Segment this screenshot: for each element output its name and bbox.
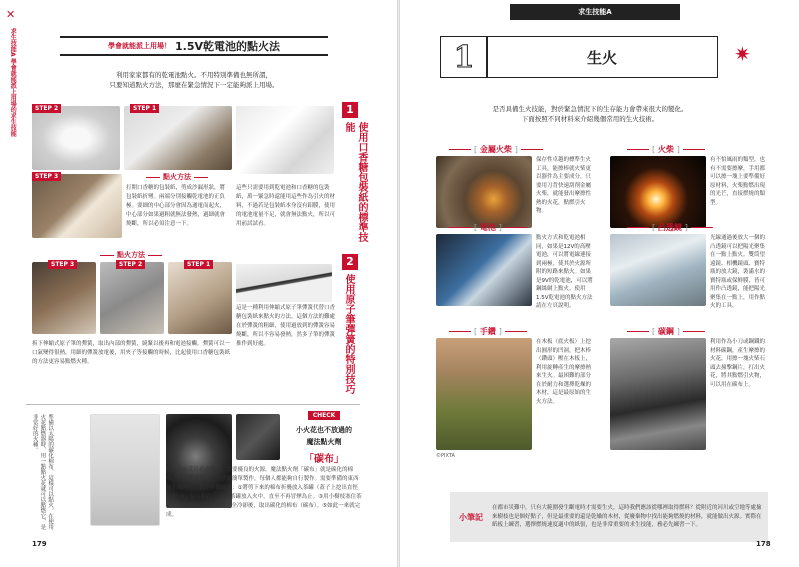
spring-step3-photo (32, 262, 96, 334)
check-title-2: 魔法點火劑 (306, 438, 342, 446)
chapter-title-bar (486, 36, 718, 78)
note-box (450, 492, 768, 542)
method-name: 凸透鏡 (657, 223, 682, 232)
lens-photo (610, 234, 706, 306)
method-desc-match: 有不怕風雨的類型，也有不需要擦摩，手用都可以擦一塊上要準備好原材料，火柴點燃出現的光芒，直接燃燒的類型。 (710, 157, 766, 206)
check-title-3: 「碳布」 (304, 454, 344, 465)
step-label: STEP 3 (48, 260, 77, 269)
spring-step1-photo (168, 262, 232, 334)
note-text: 在都市災難中，只有大範圍發生斷電時才需要生火，這時我們應該從哪裡取得燃料？從附近的河川或空地等處撿來樹枝也是個好點子，但是最重要的還是乾燥的木材，從廢棄物中找出能夠燃燒的材料，就能做出火源。實際在紙板上練習，選擇燃燒速度適中的紙張，也是非常重要的求生技能，務必先練習一下。 (492, 505, 762, 529)
metal-match-photo (436, 156, 532, 228)
step-label: STEP 3 (32, 172, 61, 181)
method-heading-carbon-steel: [ 碳鋼 ] (624, 326, 708, 337)
check-title-1: 小火花也不放過的 (296, 426, 352, 434)
pen-photo (236, 264, 332, 302)
method-heading-battery: [ 電池 ] (446, 222, 530, 233)
method-heading-hand-drill: [ 手鑽 ] (446, 326, 530, 337)
step2-photo (32, 106, 120, 170)
check-box (286, 402, 362, 465)
method1-text-b: 這些只需要用到乾電池和口香糖的包裝紙，萬一緊急時還能用這些作為引火的材料，不過若是包裝紙本身沒有鋁膜，使用的電池電量不足，就會無法點火，所以可用前試試看。 (236, 185, 336, 227)
step-label: STEP 1 (184, 260, 213, 269)
method1-text-a: 打開口香糖的包裝紙，剪成沙漏形狀，將包裝紙折彎。兩端分別接觸乾電池的正負極。要細的中心部分會因為通電而起火，中心部分如果過粗就無法發熱，過細就會燒斷，所以必須注意一下。 (126, 185, 226, 227)
title-prefix: 學會就能派上用場！ (108, 42, 171, 50)
spring-step2-photo (100, 262, 164, 334)
photo-credit: ©PIXTA (436, 453, 455, 459)
intro-line-2: 下面按照不同材料來介紹幾個常用的生火技術。 (521, 115, 659, 123)
method-heading-metal-match: [ 金屬火柴 ] (446, 144, 546, 155)
step-label: STEP 2 (116, 260, 145, 269)
section-header: 求生技能A (510, 4, 680, 20)
intro-line-2: 只要知道點火方法，那麼在緊急情況下一定能夠派上用場。 (109, 81, 279, 89)
method2-heading: 使用原子筆彈簧的特別技巧 (343, 274, 354, 394)
method-heading-lens: [ 凸透鏡 ] (624, 222, 716, 233)
corner-mark-icon: ✕ (6, 8, 16, 21)
burned-cloth-photo (236, 414, 280, 460)
battery-photo (436, 234, 532, 306)
intro-line-1: 是否具備生火技能，對於緊急情況下的生存能力會帶來很大的變化。 (492, 105, 688, 113)
method-desc-hand-drill: 在木板（底火板）上挖出圓形的凹洞，把木棒（鑽頭）壓在木板上，利用旋轉產生的摩擦熱來生火。最困難的部分在於耐力和選擇乾燥的木材，這是最原始的生火方法。 (536, 339, 592, 405)
method-label-2 (100, 250, 162, 260)
method-desc-metal-match: 保存性卓越的標準生火工具，能擦棒就火柴更以器件為主要成分，只要用刀背快速刮削金屬火柴，就能發出摩擦性熱的火花，點燃引火物。 (536, 157, 592, 214)
method-desc-carbon-steel: 利用作為小刀或鋼鐵的材料碳鋼，產生摩擦的火花，用擦一塊火柴石頭去撞擊鋼片，打出火花，將其點燃引火物，可以用在碳布上。 (710, 339, 766, 388)
hand-drill-photo (436, 338, 532, 450)
method-label-text: 點火方法 (117, 251, 145, 259)
method-desc-lens: 光線通過後放大一個的凸透鏡可以把陽光聚集在一點上點火。雙筒望遠鏡、相機鏡頭、寶特瓶的放大鏡，裝滿水的寶特瓶或保鮮膜，皆可用作凸透鏡，能把陽光聚集在一點上，用作點火的工具。 (710, 235, 766, 309)
check-badge: CHECK (308, 411, 341, 420)
method2-number-badge: 2 (342, 254, 358, 270)
method2-text: 拆下伸縮式原子筆的彈簧，取出內部的彈簧，繞緊以後再和電池接觸。彈簧可以一口氣變得很熱，用細的彈簧放電後，用夾子等接觸的時候，比起使用口香糖包裝紙的方法更容易點燃火種。 (32, 341, 231, 365)
method-name: 電池 (479, 223, 496, 232)
method-name: 火柴 (657, 145, 674, 154)
chapter-title: 生火 (586, 48, 617, 67)
gum-wrapper-photo (236, 106, 334, 174)
step1-photo (124, 106, 232, 170)
note-label: 小筆記 (459, 512, 483, 522)
method-name: 碳鋼 (657, 327, 674, 336)
match-photo (610, 156, 706, 228)
method-name: 金屬火柴 (479, 145, 512, 154)
page-number: 178 (756, 540, 771, 548)
method-label (146, 172, 208, 182)
cloth-note: 準備以太陽的碳化棉布，這樣可以點火。在使用火花點燃器時，用一點點火花就可以點燃它，是非常好的火種。 (31, 414, 54, 530)
method-name: 手鑽 (479, 327, 496, 336)
fire-icon: ✷ (734, 42, 751, 66)
step3-photo (32, 174, 122, 238)
intro-line-1: 利用家家都有的乾電池點火。不用特別準備也無所謂， (116, 71, 272, 79)
charcloth-text: 想把小火花培養成篝火，需要優良的火源。魔法點火劑「碳布」就是碳化的棉布。只要備齊工具，不就能簡單製作，每個人都能夠自行製作。需要準備的東西如左圖所示，製作步驟如下：①將剪下來的棉布折疊放入茶罐（蓋子上挖出直徑約2～3公釐的開孔）。②將茶罐放入火中，直至不再冒煙為止。③用小樹枝塞住茶罐蓋上的開孔。④待茶罐完全冷卻後，取出碳化的棉布（碳布）。⑤如此一來就完成。 (166, 467, 362, 518)
intro-text (60, 70, 328, 90)
chapter-number: 1 (453, 39, 475, 75)
step-label: STEP 1 (130, 104, 159, 113)
carbon-steel-photo (610, 338, 706, 450)
running-title: 求生技能A 學會就能派上用場的求生技能 (9, 28, 17, 137)
method1-number-badge: 1 (342, 102, 358, 118)
page-number: 179 (32, 540, 47, 548)
method1-heading: 使用口香糖包裝紙的標準技能 (343, 122, 367, 242)
method-label-text: 點火方法 (163, 173, 191, 181)
left-page (0, 0, 398, 567)
title-bar (60, 36, 328, 56)
method-desc-battery: 點火方式和乾電池相同，如果是12V的高壓電池，可以將電線連接到兩極，使其於火源所附的短路來點火。如果是9V的乾電池，可以將鋼絲網上點火。使用1.5V乾電池的點火方法請在左頁說明。 (536, 235, 593, 309)
charcloth-tools-photo (90, 414, 160, 526)
intro-text (440, 104, 740, 124)
right-page (400, 0, 799, 567)
method2-caption: 這是一種利用伸縮式原子筆彈簧代替口香糖包裝紙來點火的方法。這個方法的難處在於彈簧的粗細，使用過放到的彈簧容易燒斷，所以不容易發熱，然多子筆的彈簧推作到好處。 (236, 305, 336, 347)
step-label: STEP 2 (32, 104, 61, 113)
method-heading-match: [ 火柴 ] (624, 144, 708, 155)
page-title: 1.5V乾電池的點火法 (175, 40, 280, 53)
